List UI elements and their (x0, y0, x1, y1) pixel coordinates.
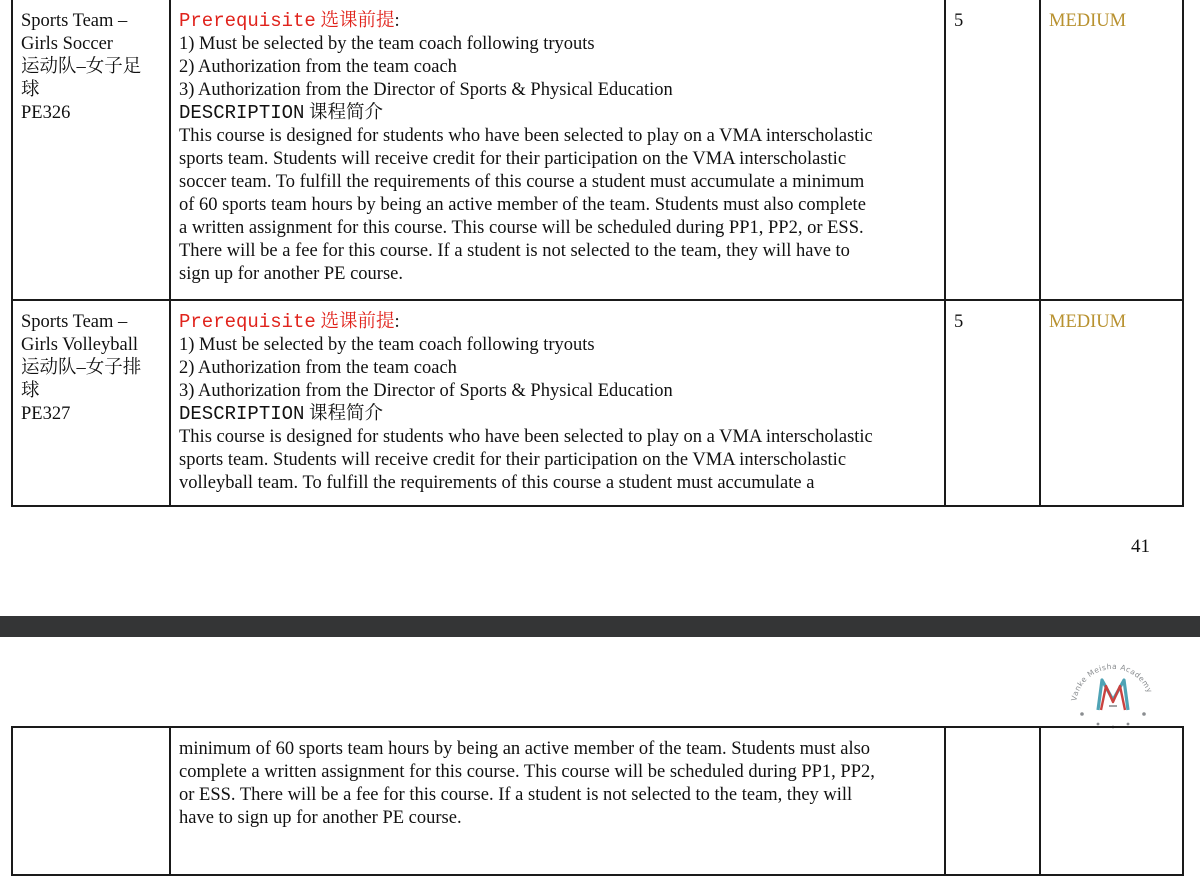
description-line: This course is designed for students who have been selected to play on a VMA interscholastic (179, 427, 873, 447)
course-code: PE327 (21, 404, 71, 424)
description-line: complete a written assignment for this course. This course will be scheduled during PP1, PP2, (179, 762, 875, 782)
prerequisite-colon: : (394, 11, 400, 31)
credits-cell: 5 (945, 0, 1040, 300)
description-line: This course is designed for students who have been selected to play on a VMA interscholastic (179, 126, 873, 146)
course-code: PE326 (21, 103, 71, 123)
description-line: minimum of 60 sports team hours by being an active member of the team. Students must also (179, 739, 871, 759)
course-name-cell (12, 300, 170, 506)
course-name-line: Sports Team – (21, 312, 128, 332)
description-label-cn: 课程简介 (309, 103, 384, 123)
course-name-line: 球 (21, 80, 40, 100)
course-description-cell (170, 0, 945, 300)
prerequisite-item: 3) Authorization from the Director of Sports & Physical Education (179, 80, 673, 100)
description-label-cn: 课程简介 (309, 404, 384, 424)
level-cell: MEDIUM (1040, 300, 1183, 506)
prerequisite-label: Prerequisite (179, 311, 316, 333)
prerequisite-heading (179, 311, 936, 334)
description-line: a written assignment for this course. This course will be scheduled during PP1, PP2, or ESS. (179, 218, 864, 238)
description-label: DESCRIPTION (179, 403, 305, 425)
credits-cell (945, 727, 1040, 875)
table-row (12, 300, 1183, 506)
academy-logo-icon (1068, 656, 1158, 732)
description-label: DESCRIPTION (179, 102, 305, 124)
description-line: volleyball team. To fulfill the requirements of this course a student must accumulate a (179, 473, 815, 493)
level-cell: MEDIUM (1040, 0, 1183, 300)
description-heading (179, 102, 936, 125)
prerequisite-item: 2) Authorization from the team coach (179, 57, 457, 77)
course-name-line: Sports Team – (21, 11, 128, 31)
course-description-cell (170, 300, 945, 506)
course-name-cell (12, 727, 170, 875)
credits-cell: 5 (945, 300, 1040, 506)
prerequisite-item: 3) Authorization from the Director of Sports & Physical Education (179, 381, 673, 401)
level-cell (1040, 727, 1183, 875)
course-name-line: Girls Volleyball (21, 335, 138, 355)
course-name-line: Girls Soccer (21, 34, 113, 54)
course-name-cell (12, 0, 170, 300)
description-line: or ESS. There will be a fee for this course. If a student is not selected to the team, they will (179, 785, 853, 805)
prerequisite-heading (179, 10, 936, 33)
page-divider (0, 616, 1200, 637)
description-line: sports team. Students will receive credit for their participation on the VMA interscholastic (179, 149, 847, 169)
description-line: have to sign up for another PE course. (179, 808, 462, 828)
table-row (12, 0, 1183, 300)
table-row (12, 727, 1183, 875)
description-line: soccer team. To fulfill the requirements of this course a student must accumulate a minimum (179, 172, 865, 192)
description-line: There will be a fee for this course. If a student is not selected to the team, they will have to (179, 241, 850, 261)
prerequisite-item: 2) Authorization from the team coach (179, 358, 457, 378)
logo-ring-text: Vanke Meisha Academy (1069, 661, 1155, 702)
course-name-line: 球 (21, 381, 40, 401)
description-line: sign up for another PE course. (179, 264, 404, 284)
prerequisite-label: Prerequisite (179, 10, 316, 32)
prerequisite-item: 1) Must be selected by the team coach following tryouts (179, 335, 595, 355)
description-heading (179, 403, 936, 426)
description-line: of 60 sports team hours by being an active member of the team. Students must also complete (179, 195, 866, 215)
course-description-cell (170, 727, 945, 875)
course-table (11, 0, 1184, 507)
page-number: 41 (1131, 536, 1150, 557)
prerequisite-label-cn: 选课前提 (320, 11, 395, 31)
prerequisite-label-cn: 选课前提 (320, 312, 395, 332)
prerequisite-item: 1) Must be selected by the team coach following tryouts (179, 34, 595, 54)
course-name-line: 运动队–女子足 (21, 57, 142, 77)
description-line: sports team. Students will receive credit for their participation on the VMA interscholastic (179, 450, 847, 470)
prerequisite-colon: : (394, 312, 400, 332)
course-name-line: 运动队–女子排 (21, 358, 142, 378)
course-table-continued (11, 726, 1184, 876)
